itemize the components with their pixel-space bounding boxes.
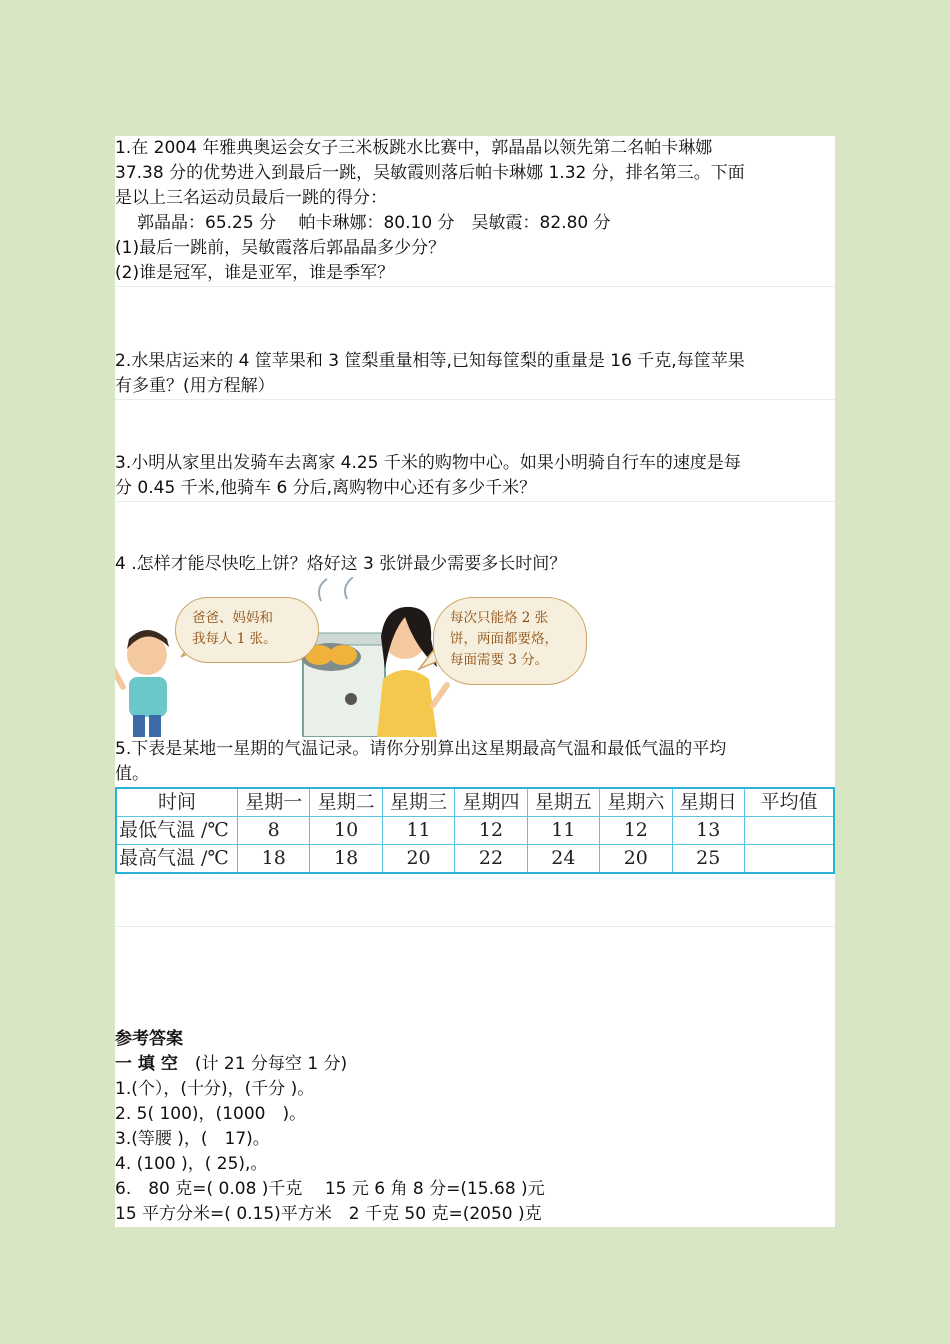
- section-title: 一 填 空: [115, 1054, 178, 1074]
- q1-sub-question-2: (2)谁是冠军，谁是亚军，谁是季军？: [115, 261, 835, 286]
- table-cell: 12: [600, 817, 672, 845]
- pancake-illustration: [115, 577, 835, 737]
- q2-line-1: 2.水果店运来的 4 筐苹果和 3 筐梨重量相等,已知每筐梨的重量是 16 千克,每筐苹果: [115, 349, 835, 374]
- table-cell-average: [745, 817, 835, 845]
- table-cell: 11: [382, 817, 454, 845]
- answers-title: 参考答案: [115, 1027, 835, 1052]
- answer-space: [115, 874, 835, 926]
- answer-line: 3.(等腰 )，( 17)。: [115, 1127, 835, 1152]
- answer-line: 1.(个），(十分)，(千分 )。: [115, 1077, 835, 1102]
- row-label: 最低气温 /℃: [116, 817, 238, 845]
- worksheet-page: [115, 136, 835, 1227]
- temperature-table: [115, 787, 835, 874]
- table-cell: 22: [455, 845, 527, 874]
- table-cell: 10: [310, 817, 382, 845]
- q5-line-2: 值。: [115, 762, 835, 787]
- q1-scores: 郭晶晶：65.25 分 帕卡琳娜：80.10 分 吴敏霞：82.80 分: [115, 211, 835, 236]
- table-cell: 20: [382, 845, 454, 874]
- table-header-cell: 星期二: [310, 788, 382, 817]
- bubble-line: 爸爸、妈妈和: [192, 610, 273, 626]
- table-header-cell: 星期日: [672, 788, 744, 817]
- answer-space: [115, 501, 835, 552]
- table-row-high: [116, 845, 834, 874]
- table-header-cell: 平均值: [745, 788, 835, 817]
- table-header-cell: 星期四: [455, 788, 527, 817]
- answer-line: 15 平方分米=( 0.15)平方米 2 千克 50 克=(2050 )克: [115, 1202, 835, 1227]
- answer-line: 4. (100 )，( 25),。: [115, 1152, 835, 1177]
- table-cell: 24: [527, 845, 599, 874]
- table-cell: 18: [310, 845, 382, 874]
- q1-sub-question-1: (1)最后一跳前，吴敏霞落后郭晶晶多少分？: [115, 236, 835, 261]
- table-header-cell: 星期一: [238, 788, 310, 817]
- answers-section-heading: [115, 1052, 835, 1077]
- table-header-cell: 星期五: [527, 788, 599, 817]
- bubble-line: 饼，两面都要烙，: [450, 631, 558, 647]
- q5-line-1: 5.下表是某地一星期的气温记录。请你分别算出这星期最高气温和最低气温的平均: [115, 737, 835, 762]
- answer-space: [115, 286, 835, 349]
- q2-line-2: 有多重？(用方程解）: [115, 374, 835, 399]
- table-header-cell: 星期三: [382, 788, 454, 817]
- table-cell: 11: [527, 817, 599, 845]
- answer-line: 2. 5( 100)，(1000 )。: [115, 1102, 835, 1127]
- mom-speech-bubble: [433, 597, 587, 685]
- answer-space: [115, 926, 835, 1027]
- row-label: 最高气温 /℃: [116, 845, 238, 874]
- table-header-cell: 时间: [116, 788, 238, 817]
- bubble-line: 每面需要 3 分。: [450, 652, 549, 668]
- q1-line-3: 是以上三名运动员最后一跳的得分：: [115, 186, 835, 211]
- boy-speech-bubble: [175, 597, 319, 663]
- table-cell: 18: [238, 845, 310, 874]
- table-cell: 13: [672, 817, 744, 845]
- q1-line-2: 37.38 分的优势进入到最后一跳，吴敏霞则落后帕卡琳娜 1.32 分，排名第三。下面: [115, 161, 835, 186]
- q4-line: 4 .怎样才能尽快吃上饼？烙好这 3 张饼最少需要多长时间？: [115, 552, 835, 577]
- table-cell: 8: [238, 817, 310, 845]
- q3-line-2: 分 0.45 千米,他骑车 6 分后,离购物中心还有多少千米？: [115, 476, 835, 501]
- section-note: (计 21 分每空 1 分): [177, 1054, 348, 1074]
- table-cell: 20: [600, 845, 672, 874]
- answer-line: 6. 80 克=( 0.08 )千克 15 元 6 角 8 分=(15.68 )元: [115, 1177, 835, 1202]
- answer-space: [115, 399, 835, 451]
- table-cell: 12: [455, 817, 527, 845]
- table-cell: 25: [672, 845, 744, 874]
- bubble-line: 我每人 1 张。: [192, 631, 277, 647]
- table-row-low: [116, 817, 834, 845]
- bubble-line: 每次只能烙 2 张: [450, 610, 549, 626]
- table-cell-average: [745, 845, 835, 874]
- table-header-cell: 星期六: [600, 788, 672, 817]
- q1-line-1: 1.在 2004 年雅典奥运会女子三米板跳水比赛中，郭晶晶以领先第二名帕卡琳娜: [115, 136, 835, 161]
- table-header-row: [116, 788, 834, 817]
- q3-line-1: 3.小明从家里出发骑车去离家 4.25 千米的购物中心。如果小明骑自行车的速度是每: [115, 451, 835, 476]
